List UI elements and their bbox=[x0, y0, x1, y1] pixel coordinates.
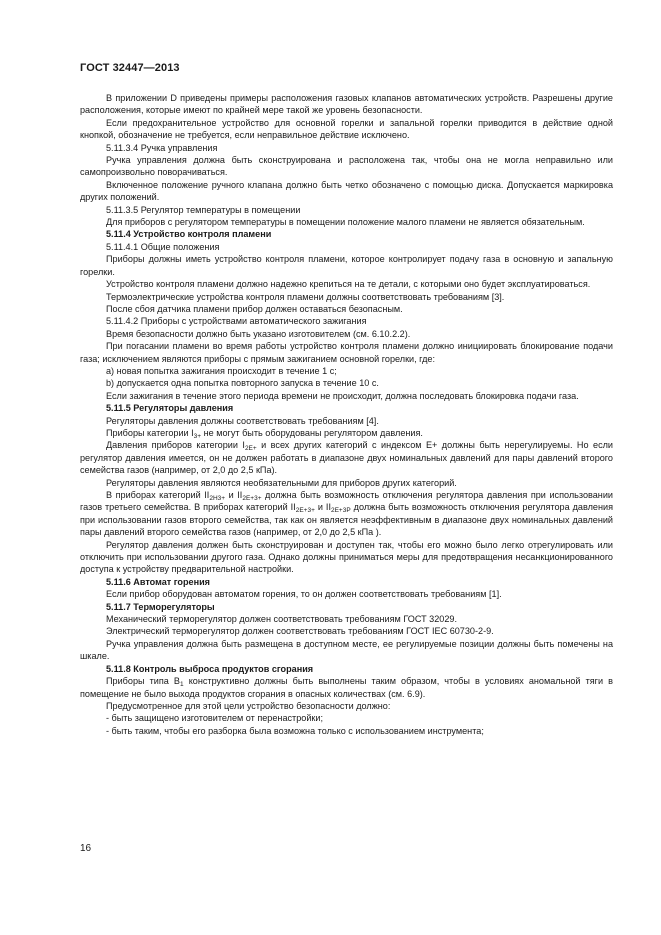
subscript-index: 3+ bbox=[193, 432, 202, 440]
body-paragraph: Ручка управления должна быть сконструирована и расположена так, чтобы она не могла неправильно или самопроизвольно поворачиваться. bbox=[80, 155, 613, 178]
section-heading: 5.11.6 Автомат горения bbox=[106, 576, 210, 587]
body-paragraph: 5.11.4.2 Приборы с устройствами автоматического зажигания bbox=[106, 316, 367, 327]
body-paragraph: Термоэлектрические устройства контроля пламени должны соответствовать требованиям [3]. bbox=[106, 291, 505, 302]
body-paragraph: Регуляторы давления являются необязательными для приборов других категорий. bbox=[106, 477, 457, 488]
text-run: конструктивно должны быть выполнены таким образом, чтобы в условиях аномальной тяги в помещение не было выхода продуктов сгорания в опасных количествах (см. 6.9). bbox=[80, 676, 613, 699]
text-run: и всех других категорий с индексом E+ должны быть нерегулируемы. Но если регулятор давления имеется, он не должен работать в диапазоне двух номинальных давлений для пары давлений второго семейства газов (например, от 2,0 до 2,5 кПа). bbox=[80, 440, 613, 476]
text-run: Приборы категории I bbox=[106, 427, 194, 438]
body-paragraph: - быть защищено изготовителем от перенастройки; bbox=[106, 713, 323, 724]
body-paragraph: Регулятор давления должен быть сконструирован и доступен так, чтобы его можно было легко отрегулировать или отключить при использовании другого газа. Однако должны приниматься меры для предотвращения несанкционированного доступа к устройству предварительной настройки. bbox=[80, 539, 613, 575]
body-paragraph: Приборы должны иметь устройство контроля пламени, которое контролирует подачу газа в основную и запальную горелки. bbox=[80, 254, 613, 277]
body-paragraph bbox=[80, 489, 613, 539]
text-run: должна быть возможность отключения регулятора давления при использовании газов второго семейства, так как он является неэффективным в диапазоне двух номинальных давлений пары давлений второго семейства газов (например, от 2,0 до 2,5 кПа ). bbox=[80, 502, 613, 538]
page-number: 16 bbox=[80, 843, 92, 854]
body-paragraph: a) новая попытка зажигания происходит в течение 1 с; bbox=[106, 365, 337, 376]
body-paragraph: Для приборов с регулятором температуры в помещении положение малого пламени не является обязательным. bbox=[106, 217, 585, 228]
text-run: не могут быть оборудованы регулятором давления. bbox=[201, 427, 423, 438]
body-paragraph: После сбоя датчика пламени прибор должен оставаться безопасным. bbox=[106, 303, 403, 314]
section-heading: 5.11.4 Устройство контроля пламени bbox=[106, 229, 272, 240]
body-paragraph: Предусмотренное для этой цели устройство безопасности должно: bbox=[106, 700, 391, 711]
text-run: Приборы типа B bbox=[106, 676, 180, 687]
section-heading: 5.11.5 Регуляторы давления bbox=[106, 403, 234, 414]
body-paragraph: Электрический терморегулятор должен соответствовать требованиям ГОСТ IEC 60730-2-9. bbox=[106, 626, 494, 637]
text-run: Давления приборов категории I bbox=[106, 440, 245, 451]
body-paragraph: Механический терморегулятор должен соответствовать требованиям ГОСТ 32029. bbox=[106, 614, 457, 625]
body-paragraph: При погасании пламени во время работы устройство контроля пламени должно инициировать блокирование подачи газа; исключением являются приборы с прямым зажиганием основной горелки, где: bbox=[80, 341, 613, 364]
body-paragraph bbox=[80, 675, 613, 700]
body-paragraph: Если предохранительное устройство для основной горелки и запальной горелки приводится в действие одной кнопкой, обозначение не требуется, если неправильное действие исключено. bbox=[80, 117, 613, 141]
section-heading: 5.11.7 Терморегуляторы bbox=[106, 601, 215, 612]
section-heading: 5.11.8 Контроль выброса продуктов сгорания bbox=[106, 663, 314, 674]
text-run: и II bbox=[225, 490, 243, 500]
body-paragraph bbox=[80, 427, 613, 439]
body-paragraph: b) допускается одна попытка повторного запуска в течение 10 с. bbox=[106, 378, 379, 389]
body-paragraph: 5.11.3.5 Регулятор температуры в помещении bbox=[106, 204, 301, 215]
body-paragraph: В приложении D приведены примеры расположения газовых клапанов автоматических устройств. Разрешены другие расположения, которые имеют по крайней мере такой же уровень безопасности. bbox=[80, 93, 613, 116]
body-paragraph: Включенное положение ручного клапана должно быть четко обозначено с помощью диска. Допускается маркировка других положений. bbox=[80, 179, 613, 203]
text-run: должна быть возможность отключения регулятора давления при использовании газов третьего семейства. В приборах категорий II bbox=[80, 490, 613, 513]
body-paragraph: Регуляторы давления должны соответствовать требованиям [4]. bbox=[106, 415, 379, 426]
document-header: ГОСТ 32447—2013 bbox=[80, 62, 180, 74]
subscript-index: 2E+3+ bbox=[295, 507, 315, 515]
text-run: В приборах категорий II bbox=[106, 490, 210, 500]
body-paragraph: - быть таким, чтобы его разборка была возможна только с использованием инструмента; bbox=[106, 725, 484, 736]
body-paragraph: Ручка управления должна быть размещена в доступном месте, ее регулируемые позиции должны быть помечены на шкале. bbox=[80, 638, 613, 662]
subscript-index: 2E+ bbox=[244, 445, 257, 453]
subscript-index: 2H3+ bbox=[209, 495, 226, 502]
document-body bbox=[80, 92, 613, 737]
body-paragraph: Если зажигания в течение этого периода времени не происходит, должна последовать блокировка подачи газа. bbox=[106, 390, 579, 401]
subscript-index: 2E+3P bbox=[330, 507, 351, 515]
body-paragraph: 5.11.4.1 Общие положения bbox=[106, 241, 220, 252]
body-paragraph: 5.11.3.4 Ручка управления bbox=[106, 142, 218, 153]
body-paragraph: Устройство контроля пламени должно надежно крепиться на те детали, с которыми оно будет эксплуатироваться. bbox=[106, 279, 591, 290]
subscript-index: 1 bbox=[180, 681, 184, 689]
subscript-index: 2E+3+ bbox=[242, 495, 262, 502]
body-paragraph: Время безопасности должно быть указано изготовителем (см. 6.10.2.2). bbox=[106, 328, 411, 339]
body-paragraph: Если прибор оборудован автоматом горения, то он должен соответствовать требованиям [1]. bbox=[106, 589, 502, 600]
text-run: и II bbox=[314, 502, 331, 513]
body-paragraph bbox=[80, 439, 613, 476]
